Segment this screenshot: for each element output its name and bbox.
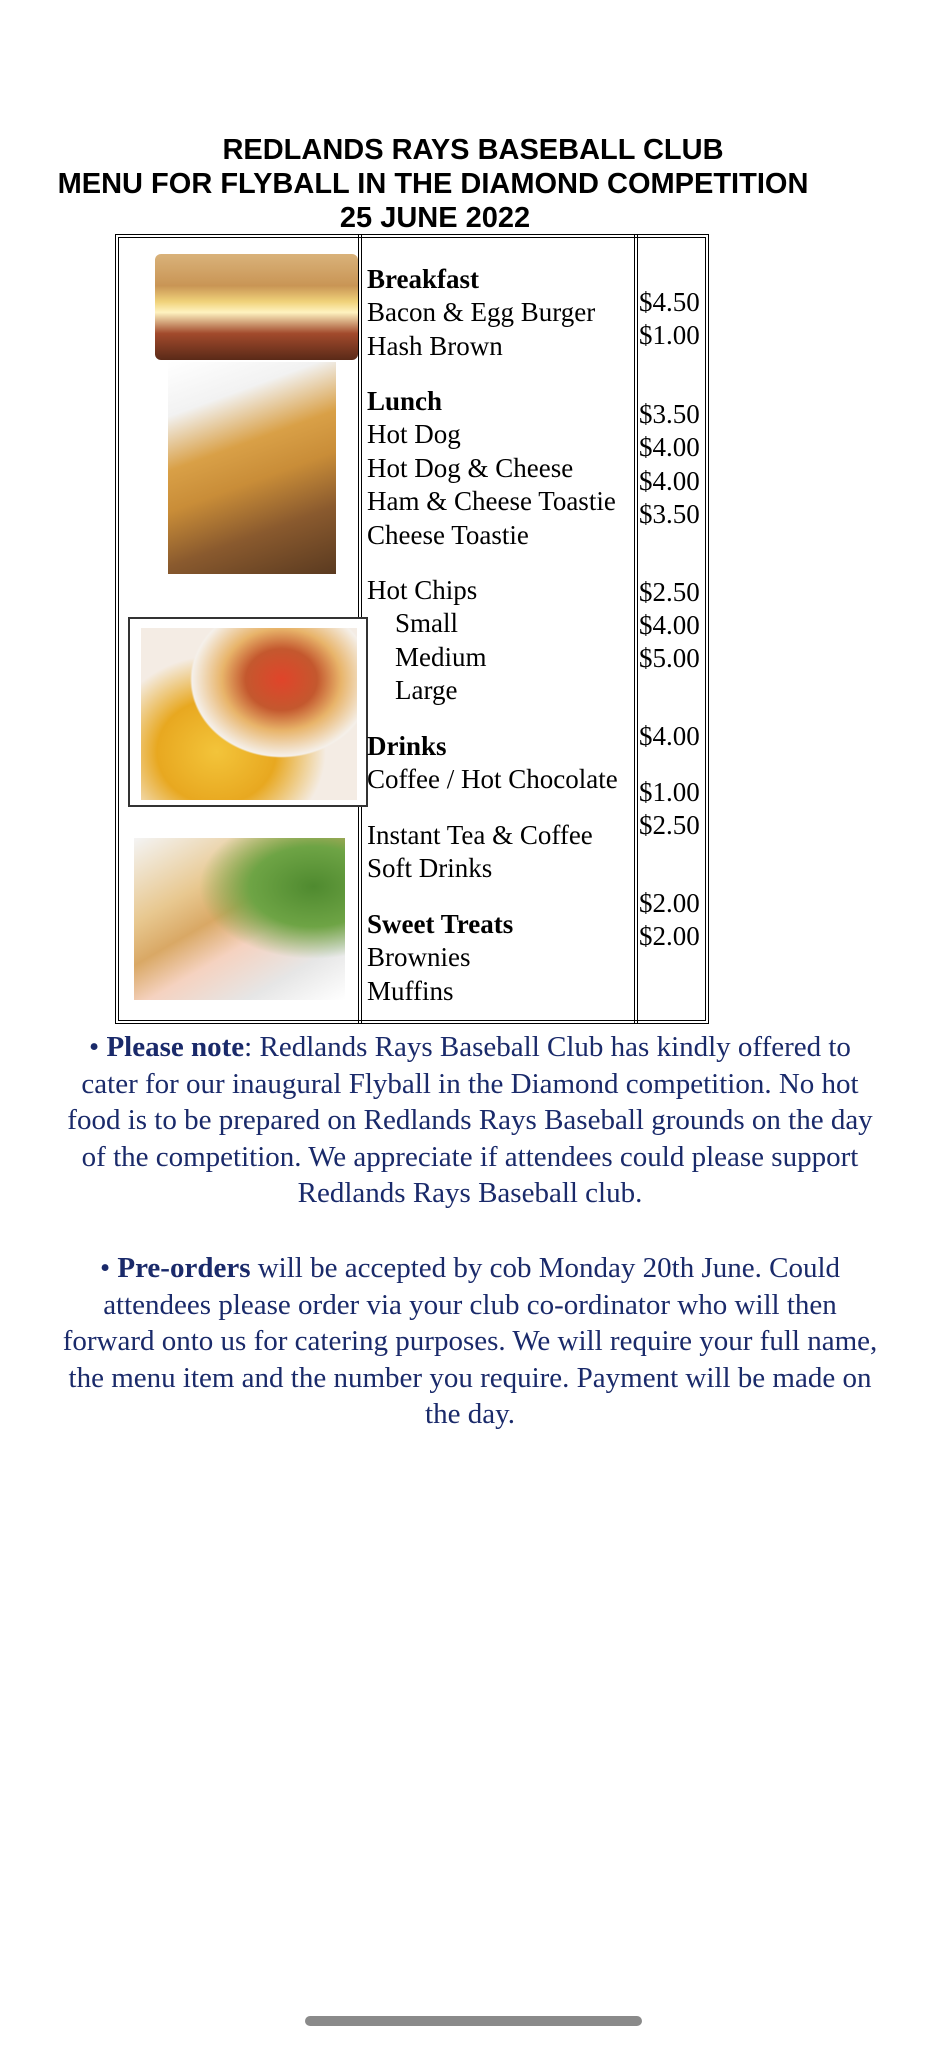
- price-ham-cheese-toastie: $4.00: [639, 466, 700, 496]
- please-note-text: : Redlands Rays Baseball Club has kindly offered to cater for our inaugural Flyball in the Diamond competition. No hot food is to be prepared on Redlands Rays Baseball grounds on the day of the competition. We appreciate if attendees could please support Redlands Rays Baseball club.: [67, 1031, 873, 1209]
- home-indicator[interactable]: [305, 2016, 642, 2026]
- pre-orders-text: will be accepted by cob Monday 20th June. Could attendees please order via your club co-ordinator who will then forward onto us for catering purposes. We will require your full name, the menu item and the number you require. Payment will be made on the day.: [62, 1252, 878, 1430]
- table-divider-2: [634, 234, 638, 1024]
- drinks-heading: Drinks: [367, 731, 447, 761]
- item-cheese-toastie: Cheese Toastie: [367, 520, 529, 550]
- price-cheese-toastie: $3.50: [639, 499, 700, 529]
- price-coffee-hot-chocolate: $4.00: [639, 721, 700, 751]
- bullet-1: •: [89, 1031, 100, 1063]
- hash-brown-photo: [168, 362, 336, 574]
- pre-orders-label: Pre-orders: [117, 1252, 251, 1284]
- item-bacon-egg-burger: Bacon & Egg Burger: [367, 297, 596, 327]
- item-brownies: Brownies: [367, 942, 471, 972]
- price-hot-dog-cheese: $4.00: [639, 432, 700, 462]
- price-chips-medium: $4.00: [639, 610, 700, 640]
- item-soft-drinks: Soft Drinks: [367, 853, 493, 883]
- item-hot-dog: Hot Dog: [367, 419, 461, 449]
- menu-title: MENU FOR FLYBALL IN THE DIAMOND COMPETITION: [57, 168, 809, 200]
- item-hash-brown: Hash Brown: [367, 331, 503, 361]
- breakfast-heading: Breakfast: [367, 264, 479, 294]
- price-chips-small: $2.50: [639, 577, 700, 607]
- item-chips-medium: Medium: [395, 642, 487, 672]
- please-note-paragraph: [60, 1029, 880, 1212]
- bullet-2: •: [99, 1252, 111, 1284]
- event-date: 25 JUNE 2022: [339, 202, 531, 234]
- item-ham-cheese-toastie: Ham & Cheese Toastie: [367, 486, 616, 516]
- item-hot-dog-cheese: Hot Dog & Cheese: [367, 453, 574, 483]
- price-brownies: $2.00: [639, 888, 700, 918]
- pre-orders-paragraph: [60, 1250, 880, 1433]
- lunch-heading: Lunch: [367, 386, 443, 416]
- item-instant-tea-coffee: Instant Tea & Coffee: [367, 820, 593, 850]
- hotdog-chips-photo: [141, 628, 357, 800]
- sweet-treats-heading: Sweet Treats: [367, 909, 514, 939]
- bacon-egg-burger-photo: [155, 254, 358, 360]
- item-hot-chips: Hot Chips: [367, 575, 478, 605]
- price-soft-drinks: $2.50: [639, 810, 700, 840]
- item-muffins: Muffins: [367, 976, 454, 1006]
- please-note-label: Please note: [106, 1031, 245, 1063]
- price-chips-large: $5.00: [639, 643, 700, 673]
- item-coffee-hot-chocolate: Coffee / Hot Chocolate: [367, 764, 618, 794]
- price-instant-tea-coffee: $1.00: [639, 777, 700, 807]
- price-bacon-egg-burger: $4.50: [639, 287, 700, 317]
- price-hot-dog: $3.50: [639, 399, 700, 429]
- item-chips-small: Small: [395, 608, 459, 638]
- price-muffins: $2.00: [639, 921, 700, 951]
- price-hash-brown: $1.00: [639, 320, 700, 350]
- club-title: REDLANDS RAYS BASEBALL CLUB: [222, 134, 724, 166]
- item-chips-large: Large: [395, 675, 458, 705]
- toastie-photo: [134, 838, 345, 1000]
